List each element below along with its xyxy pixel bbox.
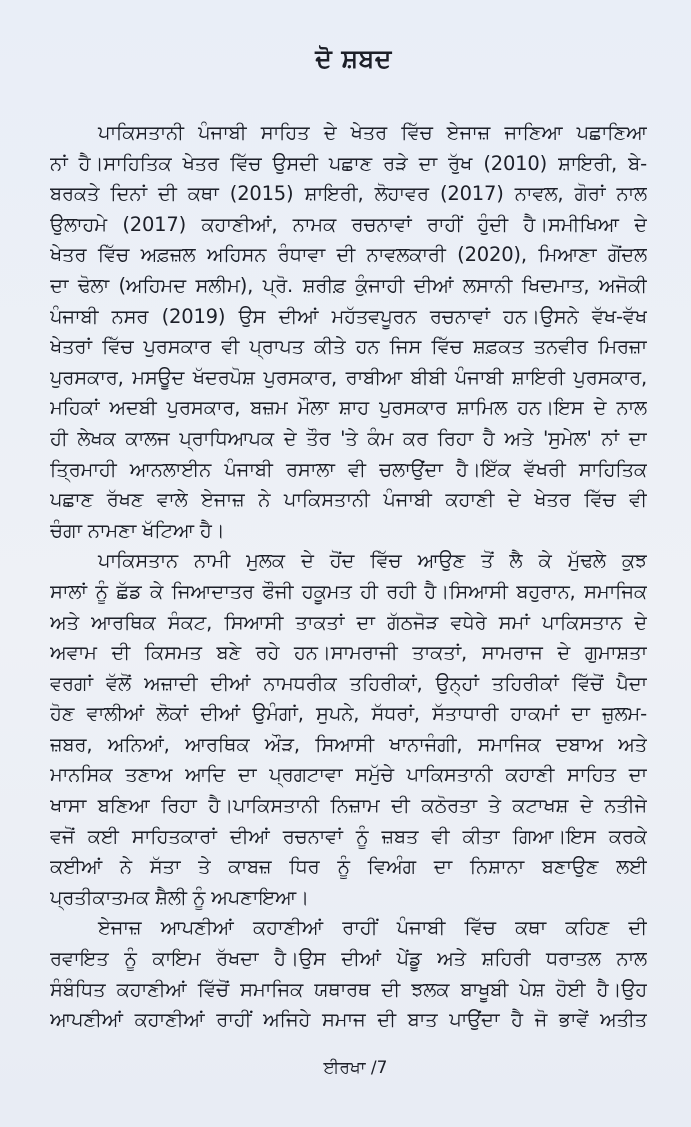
text-line: ਪਾਕਿਸਤਾਨੀ ਪੰਜਾਬੀ ਸਾਹਿਤ ਦੇ ਖੇਤਰ ਵਿੱਚ ਏਜਾਜ਼ ਜਾਣਿਆ ਪਛਾਣਿਆ: [98, 121, 647, 144]
text-line: ਸਾਲਾਂ ਨੂੰ ਛੱਡ ਕੇ ਜਿਆਦਾਤਰ ਫੌਜੀ ਹਕੂਮਤ ਹੀ ਰਹੀ ਹੈ।ਸਿਆਸੀ ਬਹੁਰਾਨ, ਸਮਾਜਿਕ: [50, 579, 647, 603]
text-line: ਜ਼ਬਰ, ਅਨਿਆਂ, ਆਰਥਿਕ ਔੜ, ਸਿਆਸੀ ਖਾਨਾਜੰਗੀ, ਸਮਾਜਿਕ ਦਬਾਅ ਅਤੇ: [50, 732, 647, 756]
text-line: ਆਪਣੀਆਂ ਕਹਾਣੀਆਂ ਰਾਹੀਂ ਅਜਿਹੇ ਸਮਾਜ ਦੀ ਬਾਤ ਪਾਉਂਦਾ ਹੈ ਜੋ ਭਾਵੇਂ ਅਤੀਤ: [50, 1008, 647, 1032]
text-line: ਤ੍ਰਿਮਾਹੀ ਆਨਲਾਈਨ ਪੰਜਾਬੀ ਰਸਾਲਾ ਵੀ ਚਲਾਉਂਦਾ ਹੈ।ਇੱਕ ਵੱਖਰੀ ਸਾਹਿਤਿਕ: [50, 457, 647, 481]
text-line: ਪ੍ਰਤੀਕਾਤਮਕ ਸ਼ੈਲੀ ਨੂੰ ਅਪਣਾਇਆ।: [50, 885, 309, 909]
text-line: ਪੁਰਸਕਾਰ, ਮਸਊਦ ਖੱਦਰਪੋਸ਼ ਪੁਰਸਕਾਰ, ਰਾਬੀਆ ਬੀਬੀ ਪੰਜਾਬੀ ਸ਼ਾਇਰੀ ਪੁਰਸਕਾਰ,: [50, 365, 647, 389]
text-line: ਏਜਾਜ਼ ਆਪਣੀਆਂ ਕਹਾਣੀਆਂ ਰਾਹੀਂ ਪੰਜਾਬੀ ਵਿੱਚ ਕਥਾ ਕਹਿਣ ਦੀ: [98, 916, 647, 940]
text-line: ਹੋਣ ਵਾਲੀਆਂ ਲੋਕਾਂ ਦੀਆਂ ਉਮੰਗਾਂ, ਸੁਪਨੇ, ਸੱਧਰਾਂ, ਸੱਤਾਧਾਰੀ ਹਾਕਮਾਂ ਦਾ ਜ਼ੁਲਮ-: [50, 702, 647, 726]
paragraph-3: [50, 913, 647, 1035]
text-line: ਖੇਤਰਾਂ ਵਿੱਚ ਪੁਰਸਕਾਰ ਵੀ ਪ੍ਰਾਪਤ ਕੀਤੇ ਹਨ ਜਿਸ ਵਿੱਚ ਸ਼ਫ਼ਕਤ ਤਨਵੀਰ ਮਿਰਜ਼ਾ: [50, 335, 647, 359]
text-line: ਉਲਾਹਮੇ (2017) ਕਹਾਣੀਆਂ, ਨਾਮਕ ਰਚਨਾਵਾਂ ਰਾਹੀਂ ਹੁੰਦੀ ਹੈ।ਸਮੀਖਿਆ ਦੇ: [50, 212, 647, 236]
text-line: ਦਾ ਢੋਲਾ (ਅਹਿਮਦ ਸਲੀਮ), ਪ੍ਰੋ. ਸ਼ਰੀਫ਼ ਕੁੰਜਾਹੀ ਦੀਆਂ ਲਸਾਨੀ ਖਿਦਮਾਤ, ਅਜੋਕੀ: [50, 273, 647, 297]
page-footer: ਈਰਖਾ /7: [323, 1058, 388, 1078]
text-line: ਪਛਾਣ ਰੱਖਣ ਵਾਲੇ ਏਜਾਜ਼ ਨੇ ਪਾਕਿਸਤਾਨੀ ਪੰਜਾਬੀ ਕਹਾਣੀ ਦੇ ਖੇਤਰ ਵਿੱਚ ਵੀ: [50, 488, 647, 512]
text-line: ਚੰਗਾ ਨਾਮਣਾ ਖੱਟਿਆ ਹੈ।: [50, 518, 225, 542]
text-line: ਰਵਾਇਤ ਨੂੰ ਕਾਇਮ ਰੱਖਦਾ ਹੈ।ਉਸ ਦੀਆਂ ਪੇਂਡੂ ਅਤੇ ਸ਼ਹਿਰੀ ਧਰਾਤਲ ਨਾਲ: [50, 947, 647, 971]
text-line: ਪੰਜਾਬੀ ਨਸਰ (2019) ਉਸ ਦੀਆਂ ਮਹੱਤਵਪੂਰਨ ਰਚਨਾਵਾਂ ਹਨ।ਉਸਨੇ ਵੱਖ-ਵੱਖ: [50, 304, 647, 328]
paragraph-2: [50, 546, 647, 913]
text-line: ਮਾਨਸਿਕ ਤਣਾਅ ਆਦਿ ਦਾ ਪ੍ਰਗਟਾਵਾ ਸਮੁੱਚੇ ਪਾਕਿਸਤਾਨੀ ਕਹਾਣੀ ਸਾਹਿਤ ਦਾ: [50, 763, 647, 787]
paragraph-1: [50, 118, 647, 546]
page-heading: ਦੋ ਸ਼ਬਦ: [315, 44, 392, 73]
text-line: ਖੇਤਰ ਵਿੱਚ ਅਫ਼ਜ਼ਲ ਅਹਿਸਨ ਰੰਧਾਵਾ ਦੀ ਨਾਵਲਕਾਰੀ (2020), ਮਿਆਣਾ ਗੋਂਦਲ: [50, 243, 647, 267]
text-line: ਅਤੇ ਆਰਥਿਕ ਸੰਕਟ, ਸਿਆਸੀ ਤਾਕਤਾਂ ਦਾ ਗੱਠਜੋੜ ਵਧੇਰੇ ਸਮਾਂ ਪਾਕਿਸਤਾਨ ਦੇ: [50, 610, 647, 634]
text-line: ਹੀ ਲੇਖਕ ਕਾਲਜ ਪ੍ਰਾਧਿਆਪਕ ਦੇ ਤੌਰ 'ਤੇ ਕੰਮ ਕਰ ਰਿਹਾ ਹੈ ਅਤੇ 'ਸੁਮੇਲ' ਨਾਂ ਦਾ: [50, 426, 647, 450]
text-line: ਮਹਿਕਾਂ ਅਦਬੀ ਪੁਰਸਕਾਰ, ਬਜ਼ਮ ਮੌਲਾ ਸ਼ਾਹ ਪੁਰਸਕਾਰ ਸ਼ਾਮਿਲ ਹਨ।ਇਸ ਦੇ ਨਾਲ: [50, 396, 647, 420]
text-line: ਬਰਕਤੇ ਦਿਨਾਂ ਦੀ ਕਥਾ (2015) ਸ਼ਾਇਰੀ, ਲੋਹਾਵਰ (2017) ਨਾਵਲ, ਗੋਰਾਂ ਨਾਲ: [50, 182, 647, 206]
text-line: ਅਵਾਮ ਦੀ ਕਿਸਮਤ ਬਣੇ ਰਹੇ ਹਨ।ਸਾਮਰਾਜੀ ਤਾਕਤਾਂ, ਸਾਮਰਾਜ ਦੇ ਗੁਮਾਸ਼ਤਾ: [50, 641, 647, 665]
text-line: ਕਈਆਂ ਨੇ ਸੱਤਾ ਤੇ ਕਾਬਜ਼ ਧਿਰ ਨੂੰ ਵਿਅੰਗ ਦਾ ਨਿਸ਼ਾਨਾ ਬਣਾਉਣ ਲਈ: [50, 855, 647, 879]
text-line: ਵਜੋਂ ਕਈ ਸਾਹਿਤਕਾਰਾਂ ਦੀਆਂ ਰਚਨਾਵਾਂ ਨੂੰ ਜ਼ਬਤ ਵੀ ਕੀਤਾ ਗਿਆ।ਇਸ ਕਰਕੇ: [50, 824, 647, 848]
text-line: ਵਰਗਾਂ ਵੱਲੋਂ ਅਜ਼ਾਦੀ ਦੀਆਂ ਨਾਮਧਰੀਕ ਤਹਿਰੀਕਾਂ, ਉਨ੍ਹਾਂ ਤਹਿਰੀਕਾਂ ਵਿੱਚੋਂ ਪੈਦਾ: [50, 671, 647, 695]
text-line: ਪਾਕਿਸਤਾਨ ਨਾਮੀ ਮੁਲਕ ਦੇ ਹੋਂਦ ਵਿੱਚ ਆਉਣ ਤੋਂ ਲੈ ਕੇ ਮੁੱਢਲੇ ਕੁਝ: [98, 549, 647, 573]
text-line: ਨਾਂ ਹੈ।ਸਾਹਿਤਿਕ ਖੇਤਰ ਵਿੱਚ ਉਸਦੀ ਪਛਾਣ ਰੜੇ ਦਾ ਰੁੱਖ (2010) ਸ਼ਾਇਰੀ, ਬੇ-: [50, 151, 647, 175]
text-line: ਖਾਸਾ ਬਣਿਆ ਰਿਹਾ ਹੈ।ਪਾਕਿਸਤਾਨੀ ਨਿਜ਼ਾਮ ਦੀ ਕਠੋਰਤਾ ਤੇ ਕਟਾਖਸ਼ ਦੇ ਨਤੀਜੇ: [50, 794, 647, 818]
text-line: ਸੰਬੰਧਿਤ ਕਹਾਣੀਆਂ ਵਿੱਚੋਂ ਸਮਾਜਿਕ ਯਥਾਰਥ ਦੀ ਝਲਕ ਬਾਖੂਬੀ ਪੇਸ਼ ਹੋਈ ਹੈ।ਉਹ: [50, 977, 647, 1001]
